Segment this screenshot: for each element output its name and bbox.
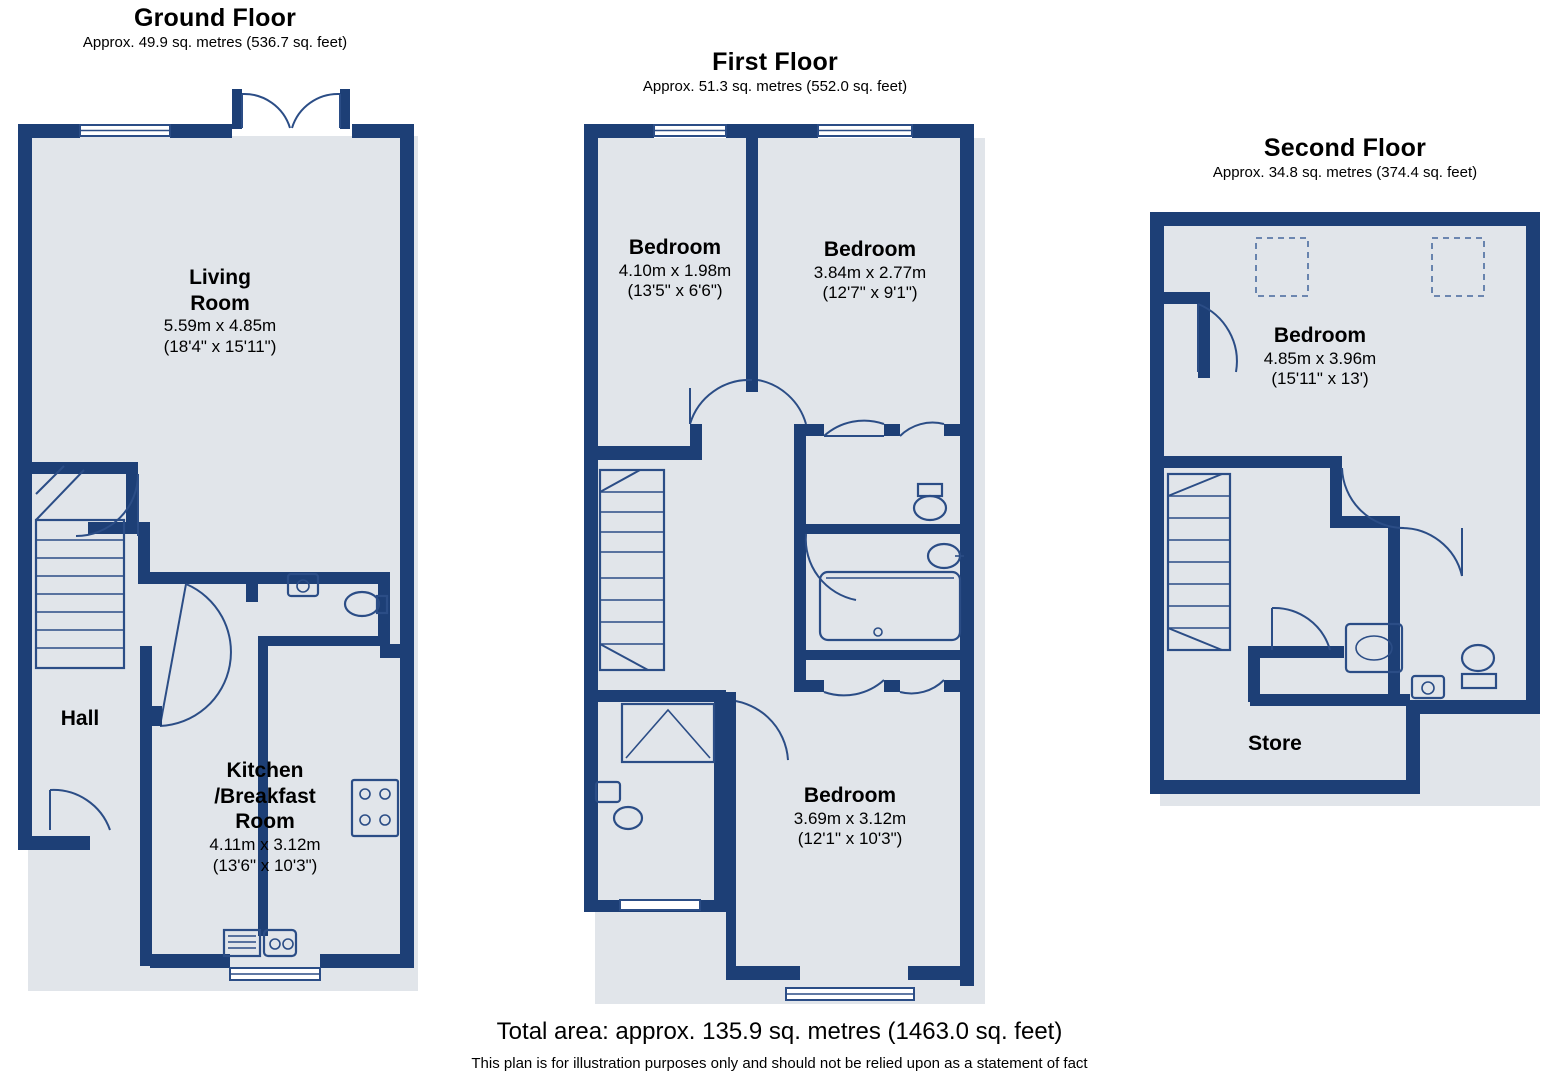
room-dims-imperial: (18'4" x 15'11") bbox=[163, 336, 277, 356]
total-area-text: Total area: approx. 135.9 sq. metres (1463.0 sq. feet) bbox=[496, 1018, 1063, 1045]
room-name-line: Bedroom bbox=[1273, 324, 1367, 347]
room-name-line: Hall bbox=[60, 707, 100, 730]
room-dims-imperial: (13'5" x 6'6") bbox=[627, 281, 723, 301]
room-label-store bbox=[1160, 731, 1390, 757]
room-name-line: Store bbox=[1248, 732, 1302, 755]
room-label-hall bbox=[10, 706, 150, 732]
room-label-bedroom-4 bbox=[1180, 323, 1460, 390]
ground-floor-area: Approx. 49.9 sq. metres (536.7 sq. feet) bbox=[82, 34, 348, 51]
room-name-line: Bedroom bbox=[823, 238, 917, 261]
room-name-line: /Breakfast bbox=[214, 784, 316, 808]
room-dims-metric: 3.69m x 3.12m bbox=[793, 808, 907, 828]
room-dims-metric: 4.11m x 3.12m bbox=[209, 834, 321, 854]
room-dims-metric: 4.10m x 1.98m bbox=[618, 260, 732, 280]
room-name-line: Kitchen bbox=[226, 759, 304, 782]
room-dims-imperial: (13'6" x 10'3") bbox=[212, 855, 318, 875]
ground-floor-title: Ground Floor bbox=[133, 4, 297, 32]
room-label-bedroom-3 bbox=[725, 783, 975, 850]
room-dims-metric: 5.59m x 4.85m bbox=[163, 316, 277, 336]
room-dims-imperial: (12'7" x 9'1") bbox=[822, 283, 918, 303]
first-floor-title: First Floor bbox=[712, 48, 838, 76]
room-dims-imperial: (15'11" x 13') bbox=[1271, 369, 1369, 389]
room-name-line: Room bbox=[235, 810, 295, 834]
room-name-line: Room bbox=[190, 291, 250, 315]
room-name-line: Bedroom bbox=[803, 784, 897, 807]
second-floor-plan bbox=[1150, 212, 1540, 806]
room-name-line: Bedroom bbox=[628, 236, 722, 259]
disclaimer-text: This plan is for illustration purposes only and should not be relied upon as a statement of fact bbox=[471, 1055, 1088, 1072]
room-name-line: Living bbox=[189, 266, 251, 289]
second-floor-area: Approx. 34.8 sq. metres (374.4 sq. feet) bbox=[1212, 164, 1478, 181]
second-floor-title: Second Floor bbox=[1263, 134, 1427, 162]
room-label-bedroom-2 bbox=[750, 237, 990, 304]
room-label-living-room bbox=[75, 265, 365, 358]
room-dims-metric: 3.84m x 2.77m bbox=[813, 262, 927, 282]
room-dims-imperial: (12'1" x 10'3") bbox=[797, 829, 903, 849]
first-floor-area: Approx. 51.3 sq. metres (552.0 sq. feet) bbox=[642, 78, 908, 95]
room-label-kitchen-breakfast-room bbox=[140, 758, 390, 876]
room-dims-metric: 4.85m x 3.96m bbox=[1263, 348, 1377, 368]
